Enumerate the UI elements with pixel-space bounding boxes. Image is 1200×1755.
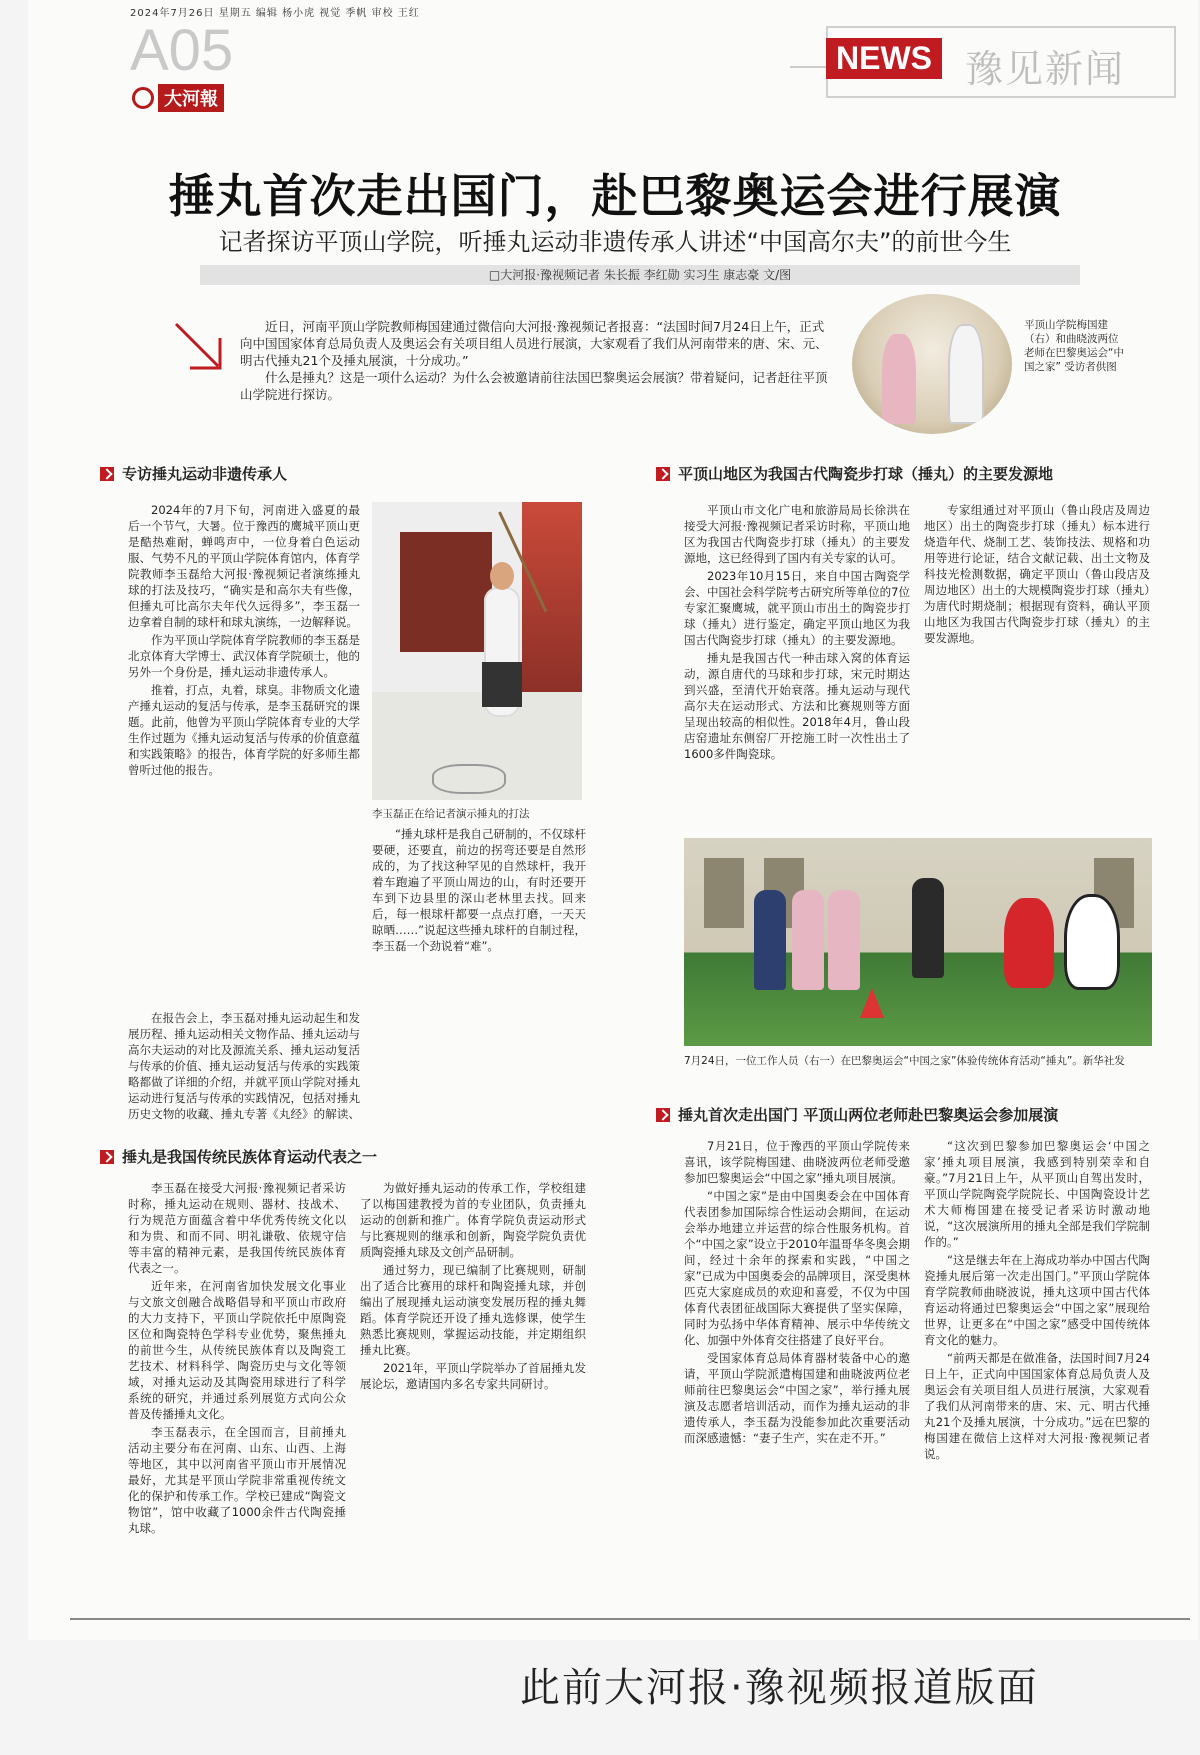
section-3-column-a (684, 502, 910, 822)
page-number: A05 (130, 18, 234, 83)
photo-mascot-phryge (1004, 898, 1054, 988)
lead-text-1: 近日，河南平顶山学院教师梅国建通过微信向大河报·豫视频记者报喜：“法国时间7月24日上午，正式向中国国家体育总局负责人及奥运会有关项目组人员进行展演，大家观看了我们从河南带来的唐、宋、元、明古代捶丸21个及捶丸展演，十分成功。” (240, 319, 828, 368)
lead-photo-caption: 平顶山学院梅国建（右）和曲晓波两位老师在巴黎奥运会“中国之家” 受访者供图 (1024, 319, 1124, 373)
paragraph: “这次到巴黎参加巴黎奥运会‘中国之家’捶丸项目展演，我感到特别荣幸和自豪。”7月21日上午，从平顶山自驾出发时，平顶山学院陶瓷学院院长、中国陶瓷设计艺术大师梅国建在接受记者采访时激动地说，“这次展演所用的捶丸全部是我们学院制作的。” (924, 1139, 1150, 1249)
dateline: 2024年7月26日 星期五 编辑 杨小虎 视觉 季帆 审校 王红 (130, 8, 420, 19)
section-arrow-icon (100, 467, 114, 481)
byline: □大河报·豫视频记者 朱长振 李红勋 实习生 康志豪 文/图 (488, 268, 792, 282)
logo-circle-icon (132, 87, 154, 109)
section-heading-text: 捶丸首次走出国门 平顶山两位老师赴巴黎奥运会参加展演 (678, 1106, 1059, 1124)
bottom-divider (70, 1618, 1190, 1620)
paragraph: 专家组通过对平顶山（鲁山段店及周边地区）出土的陶瓷步打球（捶丸）标本进行烧造年代、烧制工艺、装饰技法、规格和功用等进行论证，结合文献记载、出土文物及科技光检测数据，确定平顶山（鲁山段店及周边地区）出土的大规模陶瓷步打球（捶丸）为唐代时期烧制；根据现有资料，确认平顶山地区为我国古代陶瓷步打球（捶丸）的主要发源地。 (924, 503, 1150, 645)
paragraph: 2023年10月15日，来自中国古陶瓷学会、中国社会科学院考古研究所等单位的7位专家汇聚鹰城，就平顶山市出土的陶瓷步打球（捶丸）进行鉴定，确定平顶山地区为我国古代陶瓷步打球（捶丸）的主要发源地。 (684, 569, 910, 647)
photo-player-swing (372, 502, 582, 800)
lead-paragraph (240, 318, 832, 403)
photo-person (828, 890, 860, 990)
paragraph: 李玉磊在接受大河报·豫视频记者采访时称，捶丸运动在规则、器材、技战术、行为规范方面蕴含着中华优秀传统文化以和为贵、和而不同、明礼谦敬、依规守信等丰富的精神元素，是我国传统民族体育代表之一。 (128, 1181, 346, 1275)
photo-person (912, 878, 944, 978)
newspaper-logo (132, 84, 224, 112)
section-arrow-icon (656, 1108, 670, 1122)
photo-flag (860, 988, 884, 1018)
lead-arrow-icon (172, 320, 226, 374)
paragraph: 受国家体育总局体育器材装备中心的邀请，平顶山学院派遣梅国建和曲晓波两位老师前往巴黎奥运会“中国之家”，举行捶丸展演及志愿者培训活动，而作为捶丸运动的非遗传承人，李玉磊为没能参加此次重要活动而深感遗憾：“妻子生产，实在走不开。” (684, 1351, 910, 1445)
section-heading-4 (656, 1104, 1058, 1125)
section-arrow-icon (656, 467, 670, 481)
paragraph: “这是继去年在上海成功举办中国古代陶瓷捶丸展后第一次走出国门。”平顶山学院体育学院教师曲晓波说，捶丸这项中国古代体育运动将通过巴黎奥运会“中国之家”展现给世界，让更多在“中国之家”感受中国传统体育文化的魅力。 (924, 1253, 1150, 1347)
paragraph: 通过努力，现已编制了比赛规则，研制出了适合比赛用的球杆和陶瓷捶丸球，并创编出了展现捶丸运动演变发展历程的捶丸舞蹈。体育学院还开设了捶丸选修课，使学生熟悉比赛规则，掌握运动技能，并定期组织捶丸比赛。 (360, 1263, 586, 1357)
photo-paris-china-house (684, 838, 1152, 1046)
paragraph: 推着，打点，丸着，球臭。非物质文化遗产捶丸运动的复活与传承，是李玉磊研究的课题。此前，他曾为平顶山学院体育专业的大学生作过题为《捶丸运动复活与传承的价值意蕴和实践策略》的报告，体育学院的好多师生都曾听过他的报告。 (128, 683, 360, 777)
section-heading-3 (656, 463, 1053, 484)
section-arrow-icon (100, 1150, 114, 1164)
news-tag: NEWS (826, 38, 942, 79)
bottom-caption: 此前大河报·豫视频报道版面 (520, 1665, 1039, 1711)
section-4-column-b (924, 1138, 1150, 1600)
photo-wall (522, 502, 582, 702)
paragraph: “中国之家”是由中国奥委会在中国体育代表团参加国际综合性运动会期间，在运动会举办地建立并运营的综合性服务机构。首个“中国之家”设立于2010年温哥华冬奥会期间，经过十余年的探索和实践，“中国之家”已成为中国奥委会的品牌项目，深受奥林匹克大家庭成员的欢迎和喜爱，不仅为中国体育代表团征战国际大赛提供了坚实保障，同时为弘扬中华体育精神、展示中华传统文化、加强中外体育交往搭建了良好平台。 (684, 1189, 910, 1347)
photo-2-caption: 7月24日，一位工作人员（右一）在巴黎奥运会“中国之家”体验传统体育活动“捶丸”。新华社发 (684, 1055, 1125, 1067)
section-1-column-a2 (128, 1010, 360, 1120)
section-2-column-b (360, 1180, 586, 1600)
photo-person (792, 890, 824, 990)
photo-window (704, 858, 744, 928)
section-heading-text: 平顶山地区为我国古代陶瓷步打球（捶丸）的主要发源地 (678, 465, 1054, 483)
paragraph: 捶丸是我国古代一种击球入窝的体育运动，源自唐代的马球和步打球，宋元时期达到兴盛，至清代开始衰落。捶丸运动与现代高尔夫在运动形式、方法和比赛规则等方面呈现出较高的相似性。2018年4月，鲁山段店窑遗址东侧窑厂开挖施工时一次性出土了1600多件陶瓷球。 (684, 651, 910, 761)
lead-photo (852, 294, 1012, 434)
paragraph: 作为平顶山学院体育学院教师的李玉磊是北京体育大学博士、武汉体育学院硕士，他的另外一个身份是，捶丸运动非遗传承人。 (128, 633, 360, 679)
section-title: 豫见新闻 (965, 47, 1126, 91)
photo-1-caption: 李玉磊正在给记者演示捶丸的打法 (372, 808, 530, 820)
paragraph: 2021年，平顶山学院举办了首届捶丸发展论坛，邀请国内多名专家共同研讨。 (360, 1361, 586, 1391)
photo-door (400, 532, 492, 652)
section-heading-1 (100, 463, 287, 484)
photo-head (490, 562, 514, 590)
lead-text-2: 什么是捶丸？这是一项什么运动？为什么会被邀请前往法国巴黎奥运会展演？带着疑问，记者赶往平顶山学院进行探访。 (240, 370, 828, 402)
headline: 捶丸首次走出国门，赴巴黎奥运会进行展演 (168, 169, 1062, 223)
section-heading-text: 专访捶丸运动非遗传承人 (122, 465, 288, 483)
photo-shorts (482, 662, 522, 707)
paragraph: 为做好捶丸运动的传承工作，学校组建了以梅国建教授为首的专业团队，负责捶丸运动的创新和推广。体育学院负责运动形式与比赛规则的继承和创新，陶瓷学院负责优质陶瓷捶丸球及文创产品研制。 (360, 1181, 586, 1259)
section-2-column-a (128, 1180, 346, 1600)
section-heading-2 (100, 1146, 377, 1167)
photo-basket (432, 764, 506, 794)
paragraph: 平顶山市文化广电和旅游局局长徐洪在接受大河报·豫视频记者采访时称，平顶山地区为我国古代陶瓷步打球（捶丸）的主要发源地，这已经得到了国内有关专家的认可。 (684, 503, 910, 565)
photo-mascot-panda (1064, 894, 1120, 990)
paragraph: 李玉磊表示，在全国而言，目前捶丸活动主要分布在河南、山东、山西、上海等地区，其中以河南省平顶山市开展情况最好，尤其是平顶山学院非常重视传统文化的保护和传承工作。学校已建成“陶瓷文物馆”，馆中收藏了1000余件古代陶瓷捶丸球。 (128, 1425, 346, 1535)
paragraph: 7月21日，位于豫西的平顶山学院传来喜讯，该学院梅国建、曲晓波两位老师受邀参加巴黎奥运会“中国之家”捶丸项目展演。 (684, 1139, 910, 1185)
paragraph: 2024年的7月下旬，河南进入盛夏的最后一个节气，大暑。位于豫西的鹰城平顶山更是酷热难耐，蝉鸣声中，一位身着白色运动服、气势不凡的平顶山学院体育馆内，体育学院教师李玉磊给大河报·豫视频记者演练捶丸球的打法及技巧，“确实是和高尔夫有些像，但捶丸可比高尔夫年代久远得多”，李玉磊一边拿着自制的球杆和球丸演练，一边解释说。 (128, 503, 360, 629)
section-1-column-b (372, 826, 586, 1116)
subheadline: 记者探访平顶山学院，听捶丸运动非遗传承人讲述“中国高尔夫”的前世今生 (218, 228, 1012, 256)
logo-text: 大河報 (158, 84, 224, 112)
photo-person (754, 890, 786, 990)
section-3-column-b (924, 502, 1150, 822)
photo-figure-woman (882, 334, 916, 424)
paragraph: 在报告会上，李玉磊对捶丸运动起生和发展历程、捶丸运动相关文物作品、捶丸运动与高尔夫运动的对比及源流关系、捶丸运动复活与传承的价值、捶丸运动复活与传承的实践策略都做了详细的介绍，并就平顶山学院对捶丸运动进行复活与传承的实践情况，包括对捶丸历史文物的收藏、捶丸专著《丸经》的解读、 (128, 1011, 360, 1120)
photo-figure-man (948, 324, 984, 424)
paragraph: “捶丸球杆是我自己研制的，不仅球杆要硬，还要直，前边的拐弯还要是自然形成的，为了找这种罕见的自然球杆，我开着车跑遍了平顶山周边的山，有时还要开车到下边县里的深山老林里去找。回来后，每一根球杆都要一点点打磨，一天天晾晒……”说起这些捶丸球杆的自制过程，李玉磊一个劲说着“难”。 (372, 827, 586, 953)
section-1-column-a (128, 502, 360, 1007)
section-4-column-a (684, 1138, 910, 1600)
news-header-rule (790, 66, 826, 68)
paragraph: “前两天都是在做准备，法国时间7月24日上午，正式向中国国家体育总局负责人及奥运会有关项目组人员进行展演，大家观看了我们从河南带来的唐、宋、元、明古代捶丸21个及捶丸展演，十分成功。”远在巴黎的梅国建在微信上这样对大河报·豫视频记者说。 (924, 1351, 1150, 1461)
section-heading-text: 捶丸是我国传统民族体育运动代表之一 (122, 1148, 378, 1166)
paragraph: 近年来，在河南省加快发展文化事业与文旅文创融合战略倡导和平顶山市政府的大力支持下，平顶山学院依托中原陶瓷区位和陶瓷特色学科专业优势，聚焦捶丸的前世今生，从传统民族体育以及陶瓷工艺技术、材料科学、陶瓷历史与文化等领域，对捶丸运动及其陶瓷用球进行了科学系统的研究，并通过系列展览方式向公众普及传播捶丸文化。 (128, 1279, 346, 1421)
